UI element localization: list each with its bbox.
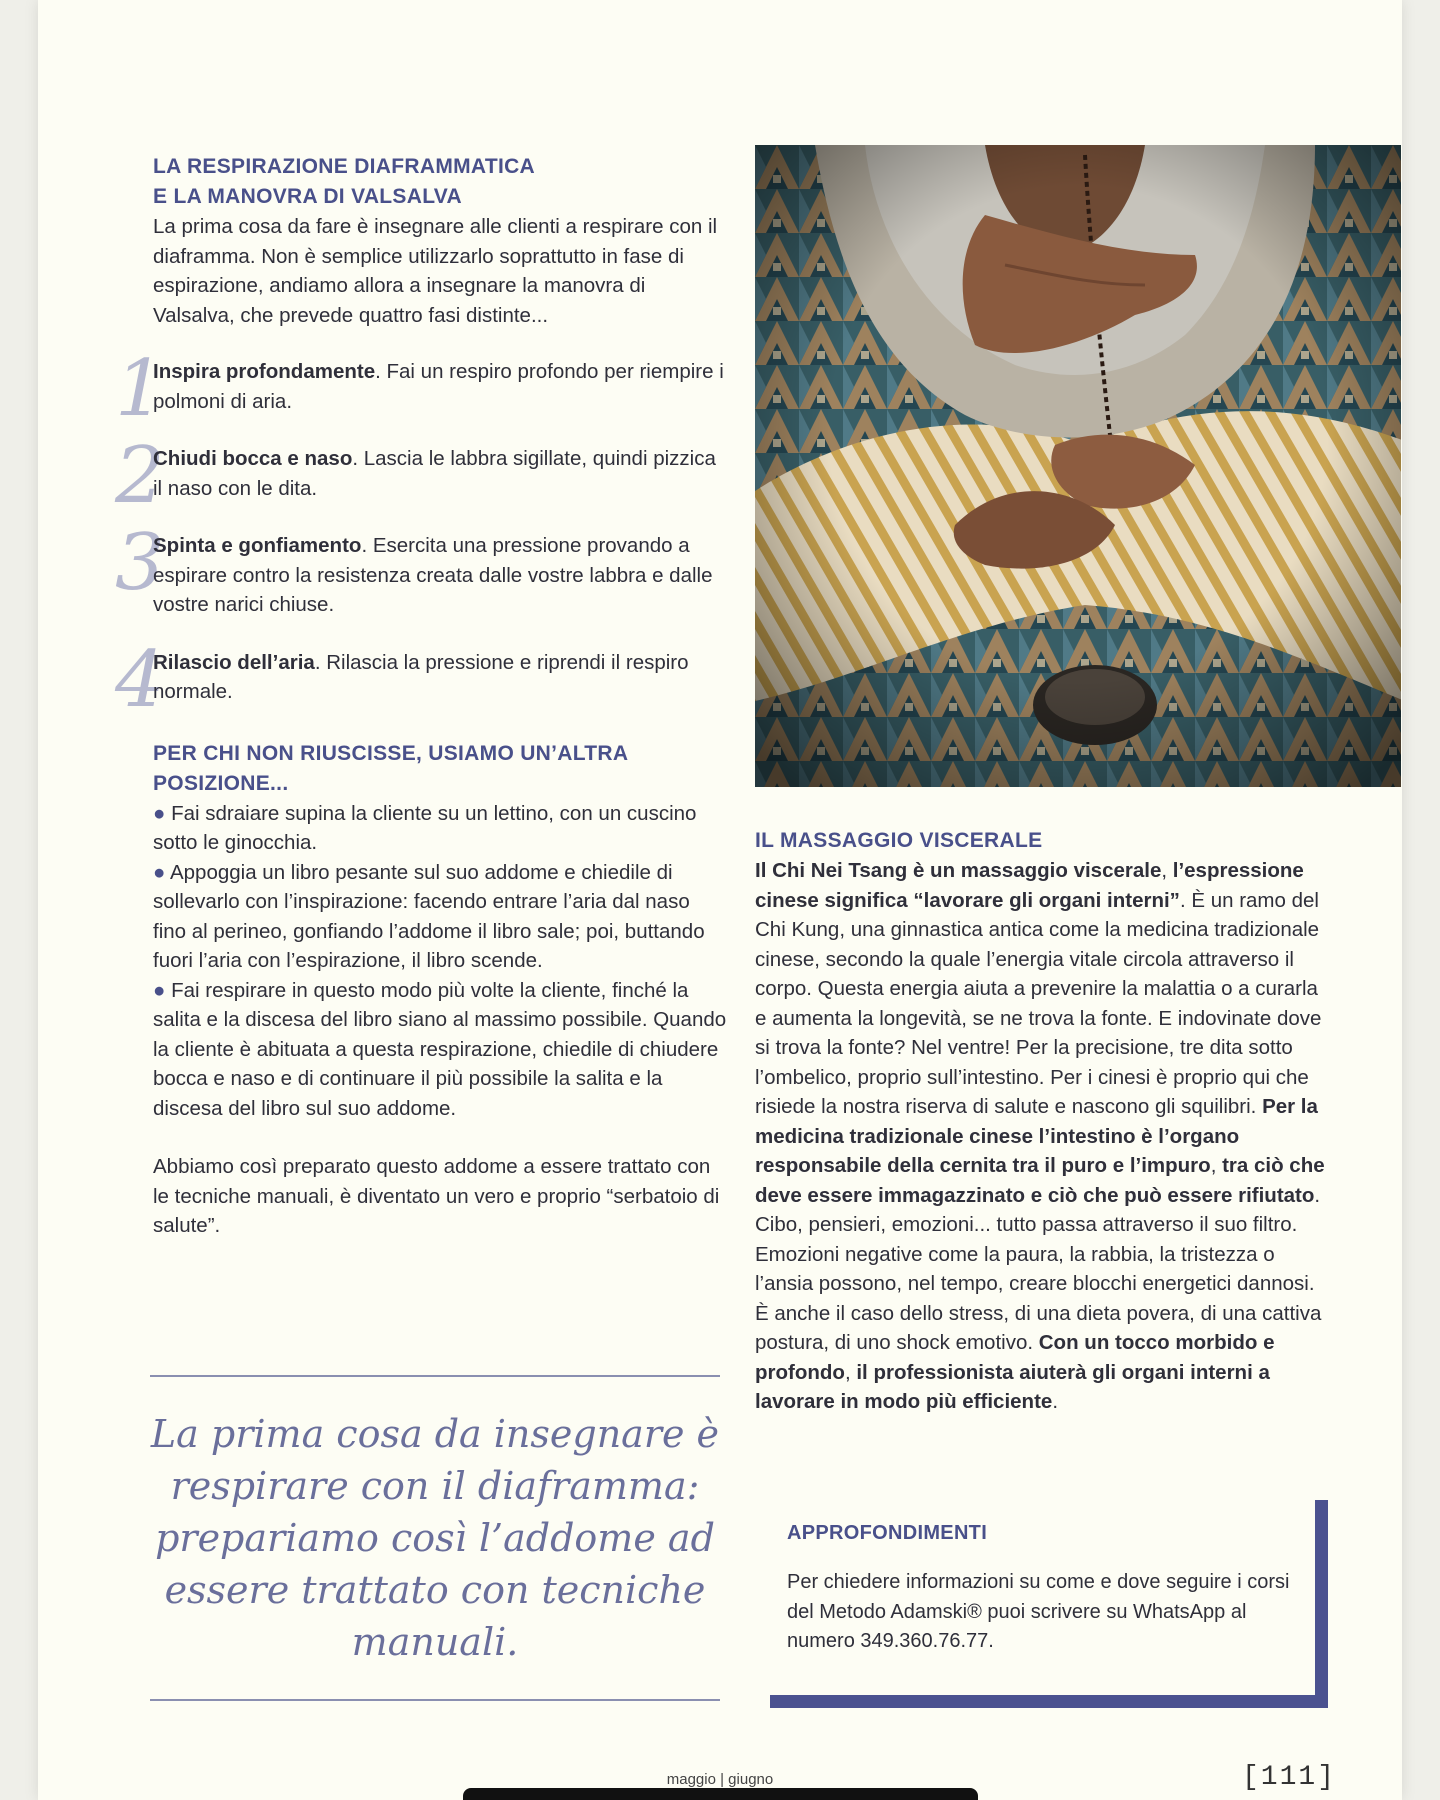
info-box-text: Per chiedere informazioni su come e dove seguire i corsi del Metodo Adamski® puoi scrivere su WhatsApp al numero 349.360.76.77. [787, 1571, 1290, 1652]
bold-text: Per la medicina tradizionale cinese l’intestino è l’organo responsabile della cernita tra il puro e l’impuro [755, 1095, 1318, 1177]
bullet-text: Fai sdraiare supina la cliente su un lettino, con un cuscino sotto le ginocchia. [153, 801, 697, 854]
bullet-text: Fai respirare in questo modo più volte la cliente, finché la salita e la discesa del libro siano al massimo possibile. Quando la cliente è abituata a questa respirazione, chiedile di chiudere bocca e naso e di continuare il più possibile la salita e la discesa del libro sul suo addome. [153, 978, 727, 1120]
heading-line: E LA MANOVRA DI VALSALVA [153, 185, 462, 208]
step-title: Spinta e gonfiamento [153, 534, 362, 557]
step-text: . Esercita una pressione provando a espirare contro la resistenza creata dalle vostre labbra e dalle vostre narici chiuse. [153, 534, 713, 616]
step-text: . Lascia le labbra sigillate, quindi pizzica il naso con le dita. [153, 447, 716, 500]
section-heading: PER CHI NON RIUSCISSE, USIAMO UN’ALTRA POSIZIONE... [153, 741, 628, 795]
step-text: . Fai un respiro profondo per riempire i polmoni di aria. [153, 360, 724, 413]
body-text: . [1052, 1390, 1059, 1413]
intro-paragraph: La prima cosa da fare è insegnare alle clienti a respirare con il diaframma. Non è semplice utilizzarlo soprattutto in fase di espirazione, andiamo allora a insegnare la manovra di Valsalva, che prevede quattro fasi distinte... [153, 215, 718, 327]
left-column [115, 152, 728, 1241]
separator-text: , [844, 1360, 857, 1384]
bullet-item [153, 858, 728, 976]
step-title: Chiudi bocca e naso [153, 447, 353, 470]
page-number: [111] [1242, 1762, 1337, 1793]
step-number: 1 [115, 344, 165, 434]
right-column [755, 826, 1330, 1417]
step-2 [115, 431, 728, 521]
bold-text: tra ciò che deve essere immagazzinato e ciò che può essere rifiutato [755, 1154, 1325, 1207]
info-box [770, 1502, 1328, 1708]
bullet-icon: ● [153, 801, 166, 825]
bold-text: l’espressione cinese significa “lavorare gli organi interni” [755, 859, 1304, 912]
yoga-meditation-photo [755, 145, 1401, 787]
bullet-text: Appoggia un libro pesante sul suo addome e chiedile di sollevarlo con l’inspirazione: facendo entrare l’aria dal naso fino al perineo, gonfiando l’addome il libro sale; poi, buttando fuori l’aria con l’espirazione, il libro scende. [153, 860, 705, 972]
body-text: . Cibo, pensieri, emozioni... tutto passa attraverso il suo filtro. Emozioni negative come la paura, la rabbia, la tristezza o l’ansia possono, nel tempo, creare blocchi energetici dannosi. È anche il caso dello stress, di una dieta povera, di una cattiva postura, di uno shock emotivo. [755, 1183, 1322, 1354]
separator-text: , [1161, 859, 1173, 882]
home-indicator-bar[interactable] [463, 1788, 978, 1800]
quote-top-rule [150, 1375, 720, 1377]
section-heading: IL MASSAGGIO VISCERALE [755, 829, 1043, 852]
bold-text: Con un tocco morbido e profondo [755, 1331, 1275, 1384]
step-title: Inspira profondamente [153, 360, 376, 383]
section-heading [153, 152, 728, 212]
separator-text: , [1210, 1154, 1223, 1177]
quote-bottom-rule [150, 1699, 720, 1701]
body-text: . È un ramo del Chi Kung, una ginnastica antica come la medicina tradizionale cinese, secondo la quale l’energia vitale circola attraverso il corpo. Questa energia aiuta a prevenire la malattia o a curarla e aumenta la longevità, se ne trova la fonte. E indovinate dove si trova la fonte? Nel ventre! Per la precisione, tre dita sotto l’ombelico, proprio sull’intestino. Per i cinesi è proprio qui che risiede la nostra riserva di salute e nascono gli squilibri. [755, 888, 1322, 1118]
step-number: 3 [115, 518, 165, 608]
step-text: . Rilascia la pressione e riprendi il respiro normale. [153, 650, 689, 703]
bullet-icon: ● [153, 860, 166, 884]
article-paragraph [755, 856, 1330, 1417]
step-number: 2 [115, 431, 165, 521]
issue-label: maggio | giugno [666, 1771, 774, 1788]
step-4 [115, 634, 728, 725]
step-3 [115, 518, 728, 620]
bold-text: il professionista aiuterà gli organi interni a lavorare in modo più efficiente [755, 1360, 1270, 1413]
bullet-item [153, 799, 728, 858]
info-box-heading: APPROFONDIMENTI [787, 1522, 988, 1544]
step-number: 4 [115, 634, 165, 725]
closing-paragraph: Abbiamo così preparato questo addome a essere trattato con le tecniche manuali, è diventato un vero e proprio “serbatoio di salute”. [153, 1155, 720, 1237]
step-title: Rilascio dell’aria [153, 650, 315, 674]
step-1 [115, 344, 728, 434]
heading-line: LA RESPIRAZIONE DIAFRAMMATICA [153, 155, 536, 178]
bullet-item [153, 976, 728, 1124]
pull-quote: La prima cosa da insegnare è respirare con il diaframma: prepariamo così l’addome ad essere trattato con tecniche manuali. [150, 1412, 720, 1664]
bold-text: Il Chi Nei Tsang è un massaggio viscerale [755, 859, 1162, 882]
bullet-icon: ● [153, 978, 166, 1002]
